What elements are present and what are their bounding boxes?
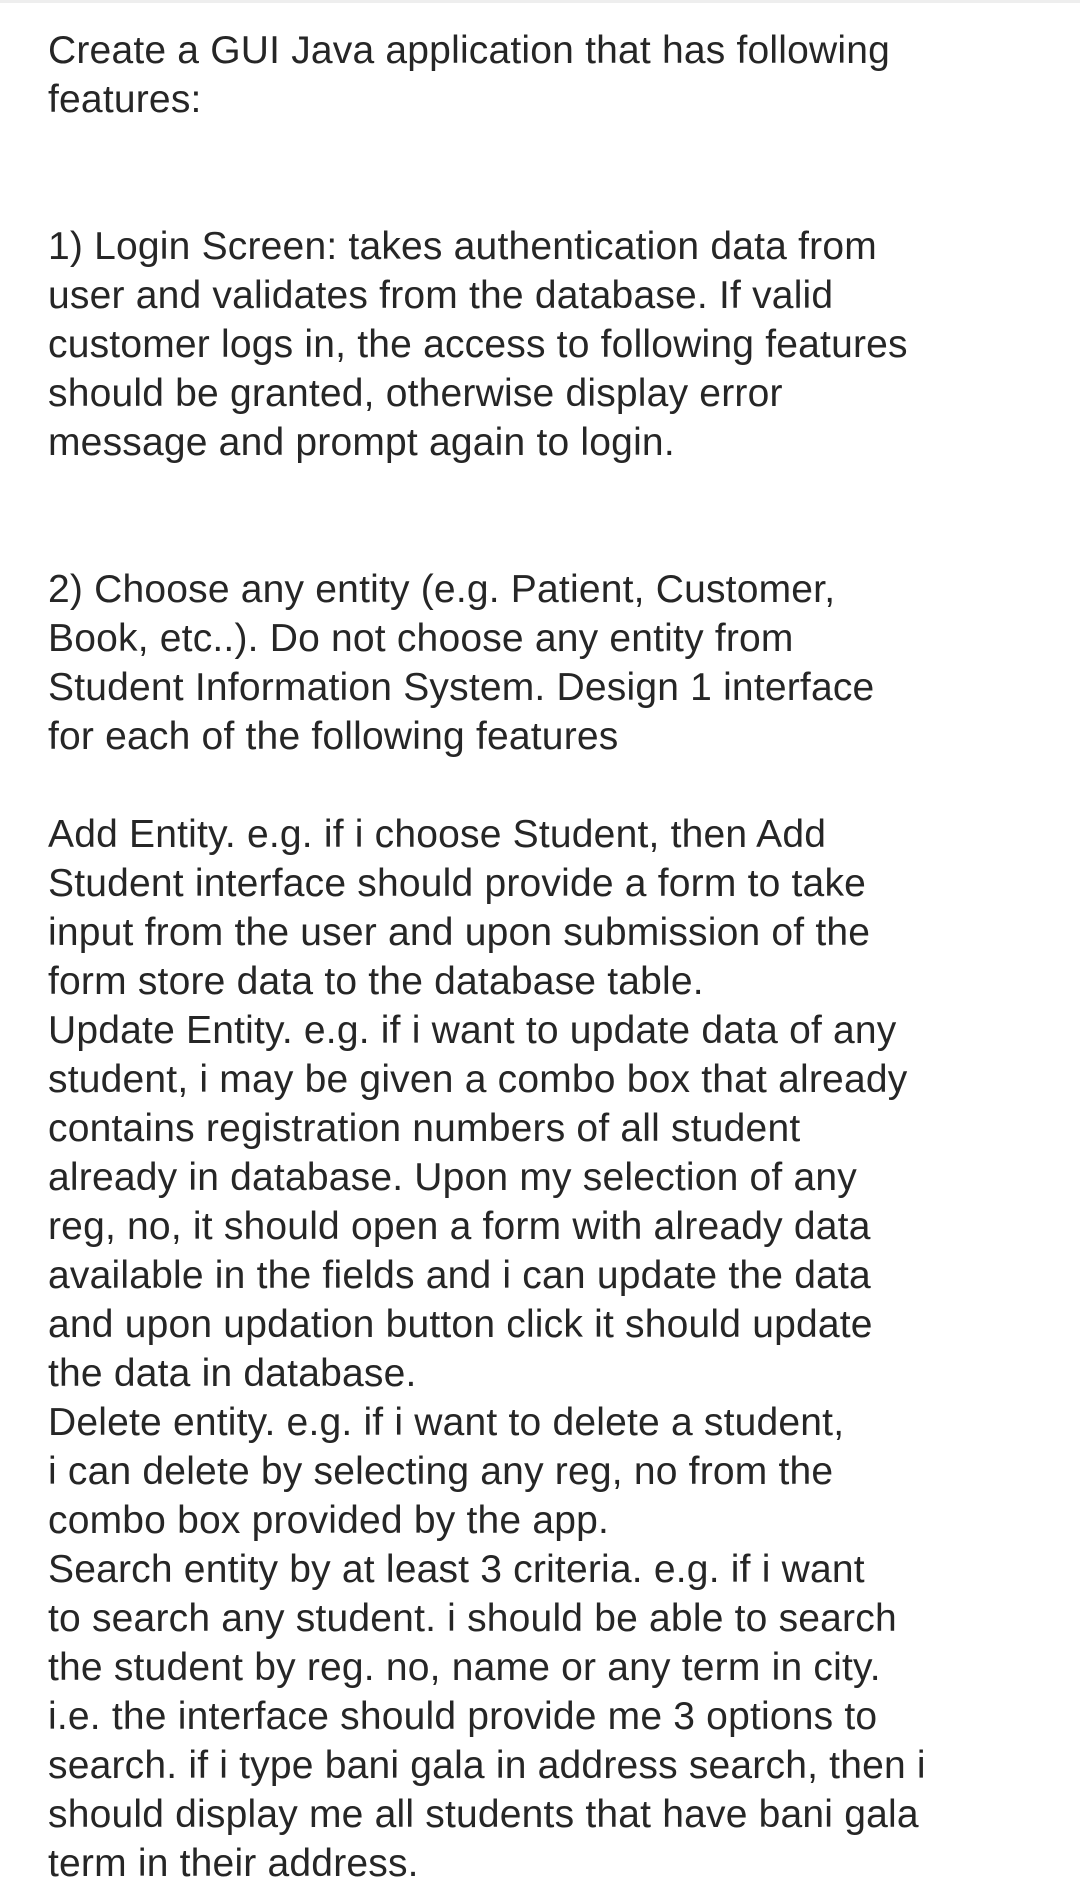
text-line: 1) Login Screen: takes authentication data from [48,225,877,268]
text-line: search. if i type bani gala in address search, then i [48,1744,926,1787]
text-line: i can delete by selecting any reg, no from the [48,1450,834,1493]
text-line: the student by reg. no, name or any term in city. [48,1646,881,1689]
choose-entity-paragraph [48,565,1058,761]
text-line: already in database. Upon my selection of any [48,1156,857,1199]
text-line: 2) Choose any entity (e.g. Patient, Customer, [48,568,836,611]
text-line: i.e. the interface should provide me 3 options to [48,1695,878,1738]
delete-entity-paragraph [48,1398,1058,1545]
text-line: should display me all students that have bani gala [48,1793,919,1836]
text-line: message and prompt again to login. [48,421,675,464]
text-line: Book, etc..). Do not choose any entity from [48,617,794,660]
text-line: Student Information System. Design 1 interface [48,666,875,709]
text-line: Delete entity. e.g. if i want to delete a student, [48,1401,845,1444]
add-entity-paragraph [48,810,1058,1006]
text-line: and upon updation button click it should update [48,1303,873,1346]
text-line: Search entity by at least 3 criteria. e.g. if i want [48,1548,865,1591]
intro-paragraph [48,26,1058,124]
text-line: reg, no, it should open a form with already data [48,1205,871,1248]
text-line: for each of the following features [48,715,619,758]
login-screen-paragraph [48,222,1058,467]
text-line: the data in database. [48,1352,417,1395]
text-line: user and validates from the database. If valid [48,274,834,317]
text-line: Create a GUI Java application that has following [48,29,891,72]
text-line: combo box provided by the app. [48,1499,610,1542]
text-line: customer logs in, the access to following features [48,323,908,366]
document-body [48,26,1058,1888]
text-line: input from the user and upon submission of the [48,911,871,954]
text-line: student, i may be given a combo box that already [48,1058,908,1101]
text-line: Update Entity. e.g. if i want to update data of any [48,1009,897,1052]
text-line: features: [48,78,202,121]
text-line: available in the fields and i can update the data [48,1254,871,1297]
text-line: contains registration numbers of all student [48,1107,801,1150]
top-divider [0,0,1080,3]
search-entity-paragraph [48,1545,1058,1888]
text-line: term in their address. [48,1842,419,1885]
text-line: Add Entity. e.g. if i choose Student, then Add [48,813,827,856]
text-line: should be granted, otherwise display error [48,372,783,415]
text-line: Student interface should provide a form to take [48,862,867,905]
update-entity-paragraph [48,1006,1058,1398]
text-line: to search any student. i should be able to search [48,1597,897,1640]
text-line: form store data to the database table. [48,960,704,1003]
